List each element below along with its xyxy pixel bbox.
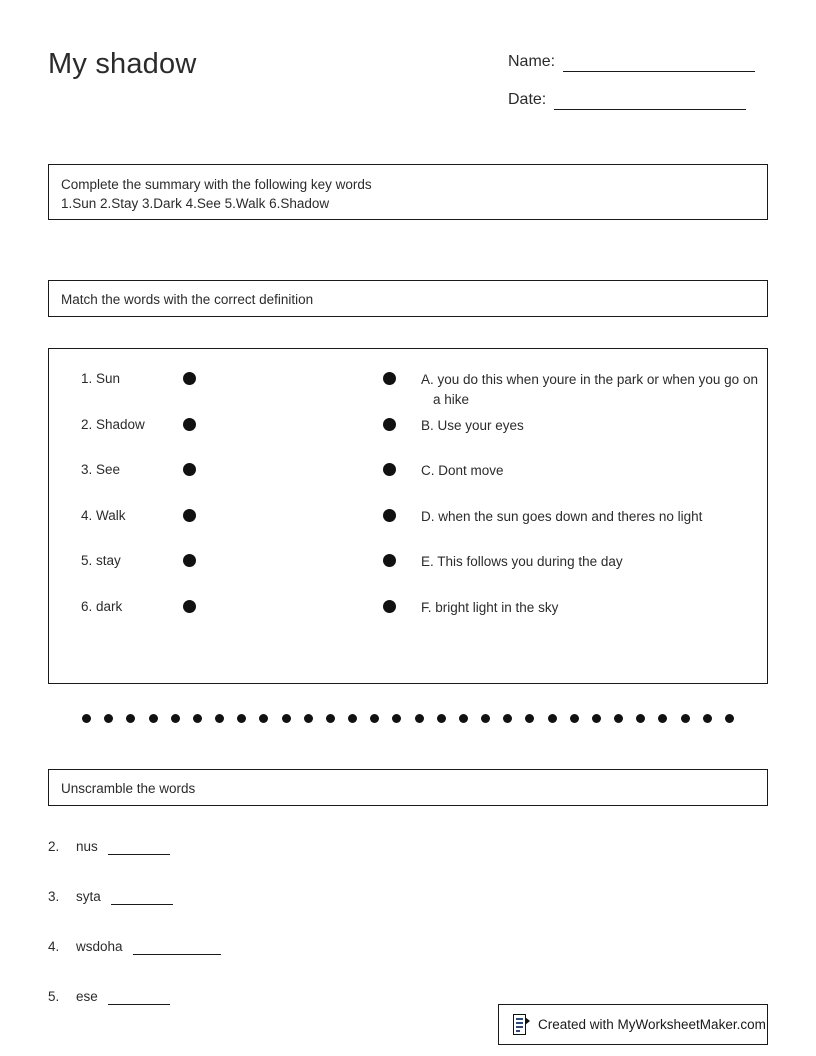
match-left-label: 1. Sun [81, 371, 121, 386]
match-right-label: C. Dont move [421, 463, 504, 478]
match-left-item [65, 462, 255, 508]
unscramble-answer-line[interactable] [108, 989, 170, 1005]
match-left-label: 4. Walk [81, 507, 126, 523]
match-left-item [65, 417, 255, 463]
summary-instruction-line1: Complete the summary with the following key words [61, 177, 372, 192]
match-right-item [379, 371, 758, 417]
match-left-dot[interactable] [183, 418, 196, 431]
match-right-dot[interactable] [383, 600, 396, 613]
summary-instruction-line2: 1.Sun 2.Stay 3.Dark 4.See 5.Walk 6.Shadow [61, 196, 330, 211]
match-left-dot[interactable] [183, 509, 196, 522]
footer-credit-text: Created with MyWorksheetMaker.com [538, 1016, 766, 1032]
match-left-column [65, 371, 255, 644]
match-right-label: F. bright light in the sky [421, 599, 559, 615]
match-left-dot[interactable] [183, 372, 196, 385]
unscramble-item [48, 888, 173, 905]
unscramble-word: ese [76, 989, 98, 1004]
match-left-item [65, 553, 255, 599]
dotted-cut-line [82, 712, 734, 724]
summary-instruction-box [48, 164, 768, 220]
match-right-dot[interactable] [383, 463, 396, 476]
match-right-label: E. This follows you during the day [421, 554, 623, 569]
match-right-item [379, 462, 749, 508]
match-instruction-box [48, 280, 768, 317]
unscramble-answer-line[interactable] [133, 939, 221, 955]
unscramble-item [48, 838, 170, 855]
unscramble-word: syta [76, 889, 101, 904]
name-input-line[interactable] [563, 52, 755, 72]
unscramble-instruction-box [48, 769, 768, 806]
match-right-label: B. Use your eyes [421, 417, 524, 433]
unscramble-number: 2. [48, 839, 60, 854]
unscramble-item [48, 938, 221, 955]
unscramble-word: nus [76, 839, 98, 854]
unscramble-word: wsdoha [76, 939, 123, 954]
match-right-item [379, 599, 749, 645]
match-right-dot[interactable] [383, 509, 396, 522]
match-left-label: 5. stay [81, 553, 121, 568]
match-right-item [379, 553, 749, 599]
match-right-column [379, 371, 758, 644]
match-right-item [379, 417, 749, 463]
unscramble-answer-line[interactable] [111, 889, 173, 905]
date-field-row [508, 90, 746, 110]
unscramble-number: 4. [48, 939, 60, 954]
unscramble-answer-line[interactable] [108, 839, 170, 855]
name-field-row [508, 52, 755, 72]
matching-panel [48, 348, 768, 684]
date-input-line[interactable] [554, 90, 746, 110]
unscramble-number: 3. [48, 889, 60, 904]
match-right-dot[interactable] [383, 554, 396, 567]
match-left-item [65, 371, 255, 417]
unscramble-instruction-text: Unscramble the words [61, 781, 196, 796]
match-left-dot[interactable] [183, 600, 196, 613]
document-pencil-icon [513, 1014, 530, 1035]
match-left-dot[interactable] [183, 463, 196, 476]
match-right-item [379, 508, 749, 554]
match-left-dot[interactable] [183, 554, 196, 567]
match-left-item [65, 599, 255, 645]
match-instruction-text: Match the words with the correct definition [61, 292, 314, 307]
match-right-dot[interactable] [383, 372, 396, 385]
unscramble-number: 5. [48, 989, 60, 1004]
footer-credit-badge [498, 1004, 768, 1045]
page-title: My shadow [48, 48, 197, 80]
name-label: Name: [508, 53, 556, 70]
date-label: Date: [508, 91, 547, 108]
match-right-label: D. when the sun goes down and theres no light [421, 508, 703, 524]
unscramble-item [48, 988, 170, 1005]
match-right-dot[interactable] [383, 418, 396, 431]
match-left-label: 2. Shadow [81, 416, 145, 432]
match-left-label: 3. See [81, 462, 121, 477]
match-left-label: 6. dark [81, 598, 123, 614]
match-left-item [65, 508, 255, 554]
match-right-label: A. you do this when youre in the park or when you go on a hike [421, 372, 758, 407]
